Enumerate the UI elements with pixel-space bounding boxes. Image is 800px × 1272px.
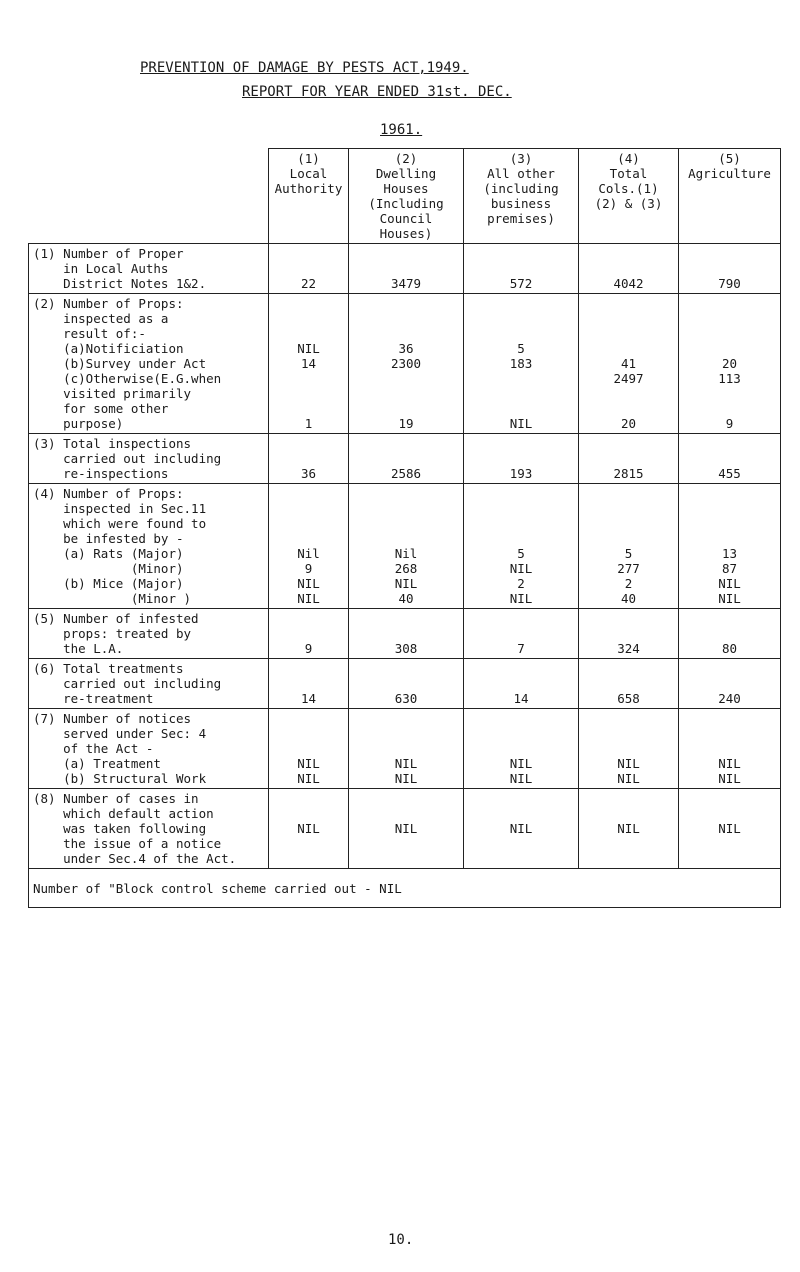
row-value-cell: NIL NIL bbox=[464, 709, 579, 789]
row-value-cell: NIL NIL bbox=[349, 709, 464, 789]
row-label: (8) Number of cases in which default action was taken following the issue of a notice under Sec.4 of the Act. bbox=[29, 789, 269, 869]
row-value-cell: NIL bbox=[464, 789, 579, 869]
row-value-cell: 324 bbox=[579, 609, 679, 659]
row-value-cell: NIL bbox=[579, 789, 679, 869]
row-value-cell: 9 bbox=[269, 609, 349, 659]
row-label: (1) Number of Proper in Local Auths District Notes 1&2. bbox=[29, 244, 269, 294]
row-value-cell: 658 bbox=[579, 659, 679, 709]
row-value-cell: 4042 bbox=[579, 244, 679, 294]
row-value-cell: 36 bbox=[269, 434, 349, 484]
table-row bbox=[29, 244, 781, 294]
table-row bbox=[29, 434, 781, 484]
row-value-cell: 5 277 2 40 bbox=[579, 484, 679, 609]
row-value-cell: 13 87 NIL NIL bbox=[679, 484, 781, 609]
row-value-cell: 5 NIL 2 NIL bbox=[464, 484, 579, 609]
row-value-cell: 41 2497 20 bbox=[579, 294, 679, 434]
table-row bbox=[29, 709, 781, 789]
report-year: 1961. bbox=[380, 122, 423, 138]
table-row bbox=[29, 609, 781, 659]
table-row bbox=[29, 659, 781, 709]
row-value-cell: 20 113 9 bbox=[679, 294, 781, 434]
row-value-cell: 14 bbox=[464, 659, 579, 709]
table-row bbox=[29, 789, 781, 869]
report-title: PREVENTION OF DAMAGE BY PESTS ACT,1949. bbox=[140, 60, 469, 76]
row-value-cell: 3479 bbox=[349, 244, 464, 294]
row-value-cell: NIL bbox=[269, 789, 349, 869]
row-value-cell: 240 bbox=[679, 659, 781, 709]
row-value-cell: NIL bbox=[679, 789, 781, 869]
row-value-cell: 22 bbox=[269, 244, 349, 294]
table-row bbox=[29, 484, 781, 609]
row-value-cell: 2815 bbox=[579, 434, 679, 484]
row-value-cell: 308 bbox=[349, 609, 464, 659]
row-value-cell: 2586 bbox=[349, 434, 464, 484]
row-label: (3) Total inspections carried out including re-inspections bbox=[29, 434, 269, 484]
row-value-cell: 193 bbox=[464, 434, 579, 484]
row-value-cell: 790 bbox=[679, 244, 781, 294]
row-value-cell: NIL NIL bbox=[269, 709, 349, 789]
row-value-cell: 572 bbox=[464, 244, 579, 294]
column-header: (3) All other (including business premises) bbox=[464, 149, 579, 244]
row-label: (7) Number of notices served under Sec: 4 of the Act - (a) Treatment (b) Structural Work bbox=[29, 709, 269, 789]
header-label-cell bbox=[29, 149, 269, 244]
row-value-cell: 7 bbox=[464, 609, 579, 659]
row-value-cell: Nil 268 NIL 40 bbox=[349, 484, 464, 609]
row-label: (5) Number of infested props: treated by the L.A. bbox=[29, 609, 269, 659]
row-value-cell: 5 183 NIL bbox=[464, 294, 579, 434]
table-header-row bbox=[29, 149, 781, 244]
row-label: (6) Total treatments carried out including re-treatment bbox=[29, 659, 269, 709]
block-control-note: Number of "Block control scheme carried out - NIL bbox=[29, 869, 781, 908]
row-value-cell: NIL 14 1 bbox=[269, 294, 349, 434]
row-value-cell: NIL NIL bbox=[679, 709, 781, 789]
column-header: (5) Agriculture bbox=[679, 149, 781, 244]
table-row bbox=[29, 294, 781, 434]
column-header: (2) Dwelling Houses (Including Council Houses) bbox=[349, 149, 464, 244]
column-header: (1) Local Authority bbox=[269, 149, 349, 244]
row-value-cell: NIL bbox=[349, 789, 464, 869]
footer-row bbox=[29, 869, 781, 908]
pests-report-table bbox=[28, 148, 781, 908]
report-subtitle: REPORT FOR YEAR ENDED 31st. DEC. bbox=[242, 84, 512, 100]
page-number: 10. bbox=[388, 1232, 414, 1248]
row-value-cell: NIL NIL bbox=[579, 709, 679, 789]
row-value-cell: Nil 9 NIL NIL bbox=[269, 484, 349, 609]
column-header: (4) Total Cols.(1) (2) & (3) bbox=[579, 149, 679, 244]
row-label: (2) Number of Props: inspected as a result of:- (a)Notificiation (b)Survey under Act (c)Otherwise(E.G.when visited primarily for some other purpose) bbox=[29, 294, 269, 434]
row-label: (4) Number of Props: inspected in Sec.11 which were found to be infested by - (a) Rats (Major) (Minor) (b) Mice (Major) (Minor ) bbox=[29, 484, 269, 609]
row-value-cell: 630 bbox=[349, 659, 464, 709]
row-value-cell: 455 bbox=[679, 434, 781, 484]
row-value-cell: 80 bbox=[679, 609, 781, 659]
row-value-cell: 36 2300 19 bbox=[349, 294, 464, 434]
row-value-cell: 14 bbox=[269, 659, 349, 709]
